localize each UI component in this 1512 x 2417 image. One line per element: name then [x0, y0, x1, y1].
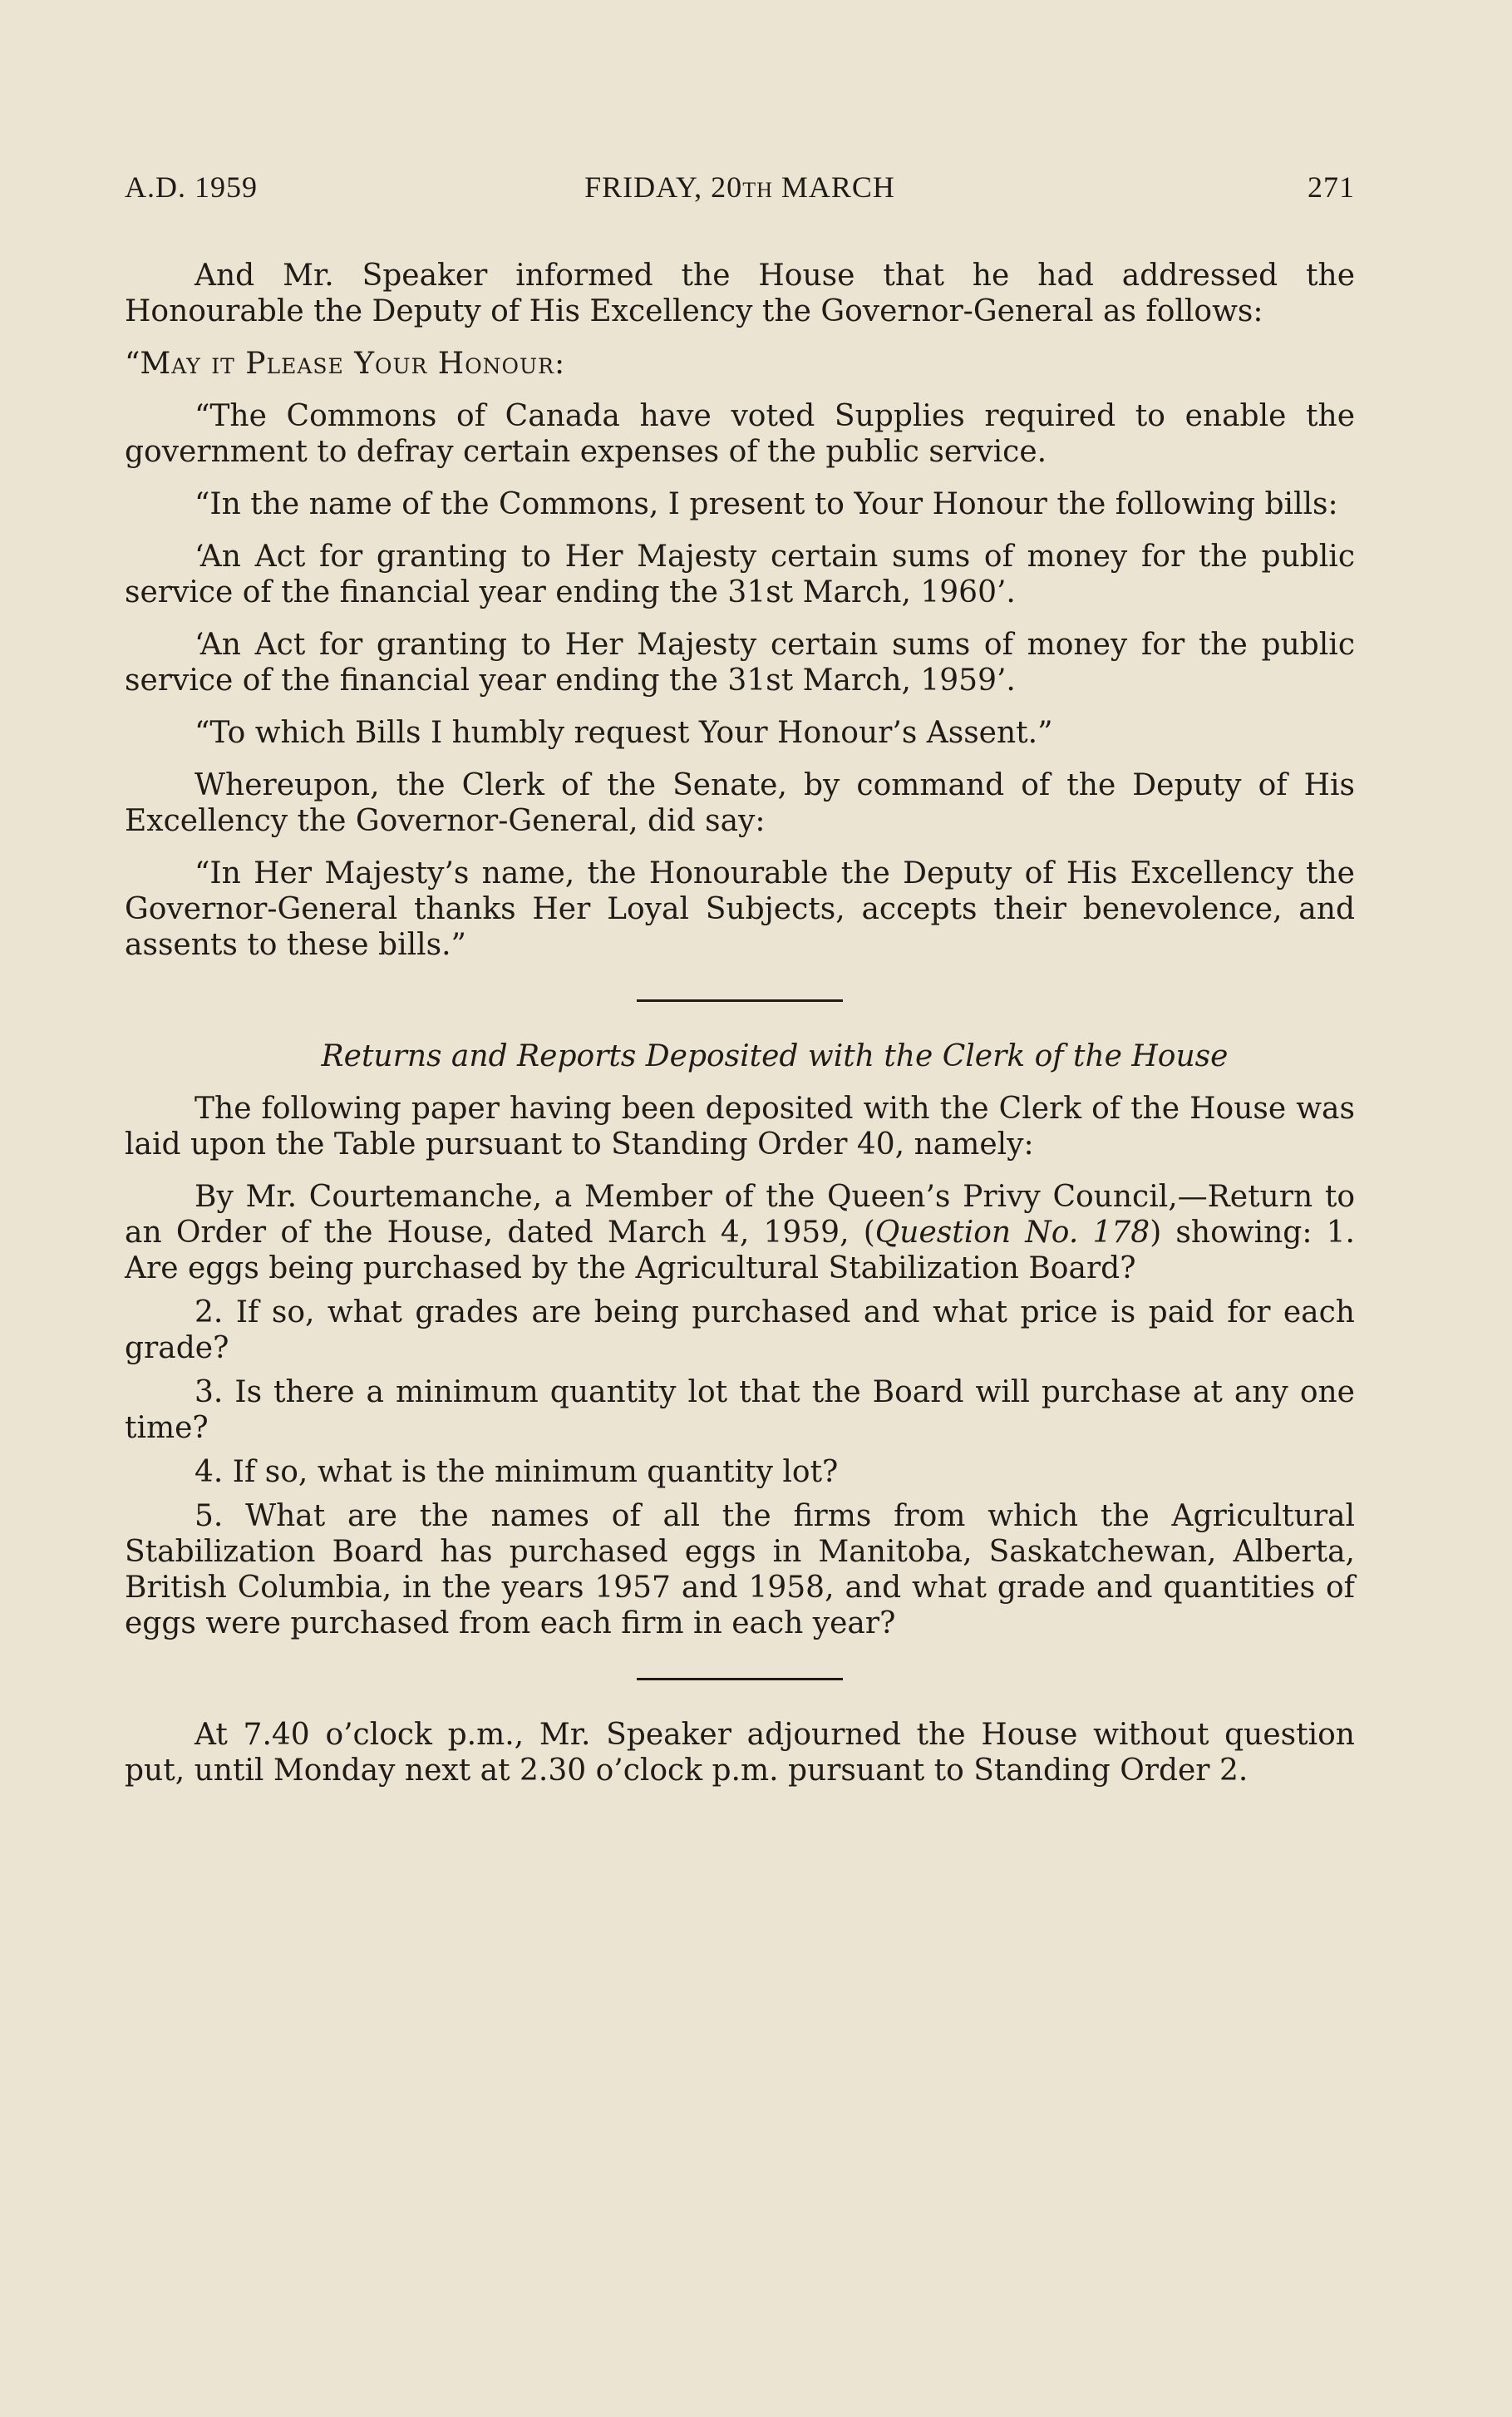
paragraph-clerk-say: Whereupon, the Clerk of the Senate, by command of the Deputy of His Excellency the Governor-General, did say: [125, 768, 1355, 838]
salutation-text: May it Please Your Honour: [140, 347, 566, 381]
paragraph-adjournment: At 7.40 o’clock p.m., Mr. Speaker adjourned the House without question put, until Monday next at 2.30 o’clock p.m. pursuant to Standing Order 2. [125, 1718, 1355, 1788]
paragraph-request-assent: “To which Bills I humbly request Your Honour’s Assent.” [195, 716, 1053, 750]
page-number: 271 [1308, 170, 1355, 204]
question-number: Question No. 178 [874, 1216, 1150, 1250]
paragraph-act-1959: ‘An Act for granting to Her Majesty certain sums of money for the public service of the financial year ending the 31st March, 1959’. [125, 628, 1355, 698]
closing-divider [637, 1678, 843, 1680]
paragraph-assent: “In Her Majesty’s name, the Honourable the Deputy of His Excellency the Governor-General thanks Her Loyal Subjects, accepts their benevolence, and assents to these bills.” [125, 856, 1355, 962]
paragraph-speaker-address: And Mr. Speaker informed the House that he had addressed the Honourable the Deputy of His Excellency the Governor-General as follows: [125, 259, 1355, 328]
question-item-5: 5. What are the names of all the firms from which the Agricultural Stabilization Board has purchased eggs in Manitoba, Saskatchewan, Alberta, British Columbia, in the years 1957 and 1958, and what grade and quantities of eggs were purchased from each firm in each year? [125, 1499, 1355, 1640]
header-year: A.D. 1959 [125, 170, 258, 204]
question-item-4: 4. If so, what is the minimum quantity lot? [195, 1455, 839, 1489]
paragraph-return-order [125, 1179, 1355, 1286]
paragraph-act-1960: ‘An Act for granting to Her Majesty certain sums of money for the public service of the financial year ending the 31st March, 1960’. [125, 540, 1355, 609]
question-item-3: 3. Is there a minimum quantity lot that the Board will purchase at any one time? [125, 1375, 1355, 1445]
salutation-quote: “ [125, 347, 140, 381]
paragraph-present-bills: “In the name of the Commons, I present to Your Honour the following bills: [195, 487, 1338, 521]
question-item-2: 2. If so, what grades are being purchased and what price is paid for each grade? [125, 1295, 1355, 1365]
return-order-text-b: ) showing: 1. Are eggs being purchased by the Agricultural Stabilization Board? [125, 1216, 1355, 1285]
section-title: Returns and Reports Deposited with the Clerk of the House [321, 1039, 1229, 1073]
page-header [125, 170, 1355, 211]
salutation [125, 346, 1355, 382]
section-divider [637, 999, 843, 1002]
header-date-ordinal: TH [742, 178, 773, 202]
header-date-month: MARCH [772, 170, 895, 204]
return-order-text-a: By Mr. Courtemanche, a Member of the Queen’s Privy Council,—Return to an Order of the House, dated March 4, 1959, ( [125, 1180, 1355, 1250]
header-date [125, 170, 1355, 205]
page-body [125, 258, 1355, 1805]
header-date-day: FRIDAY, 20 [584, 170, 743, 204]
paragraph-supplies-voted: “The Commons of Canada have voted Supplies required to enable the government to defray certain expenses of the public service. [125, 399, 1355, 469]
paragraph-paper-deposited: The following paper having been deposited with the Clerk of the House was laid upon the Table pursuant to Standing Order 40, namely: [125, 1092, 1355, 1162]
